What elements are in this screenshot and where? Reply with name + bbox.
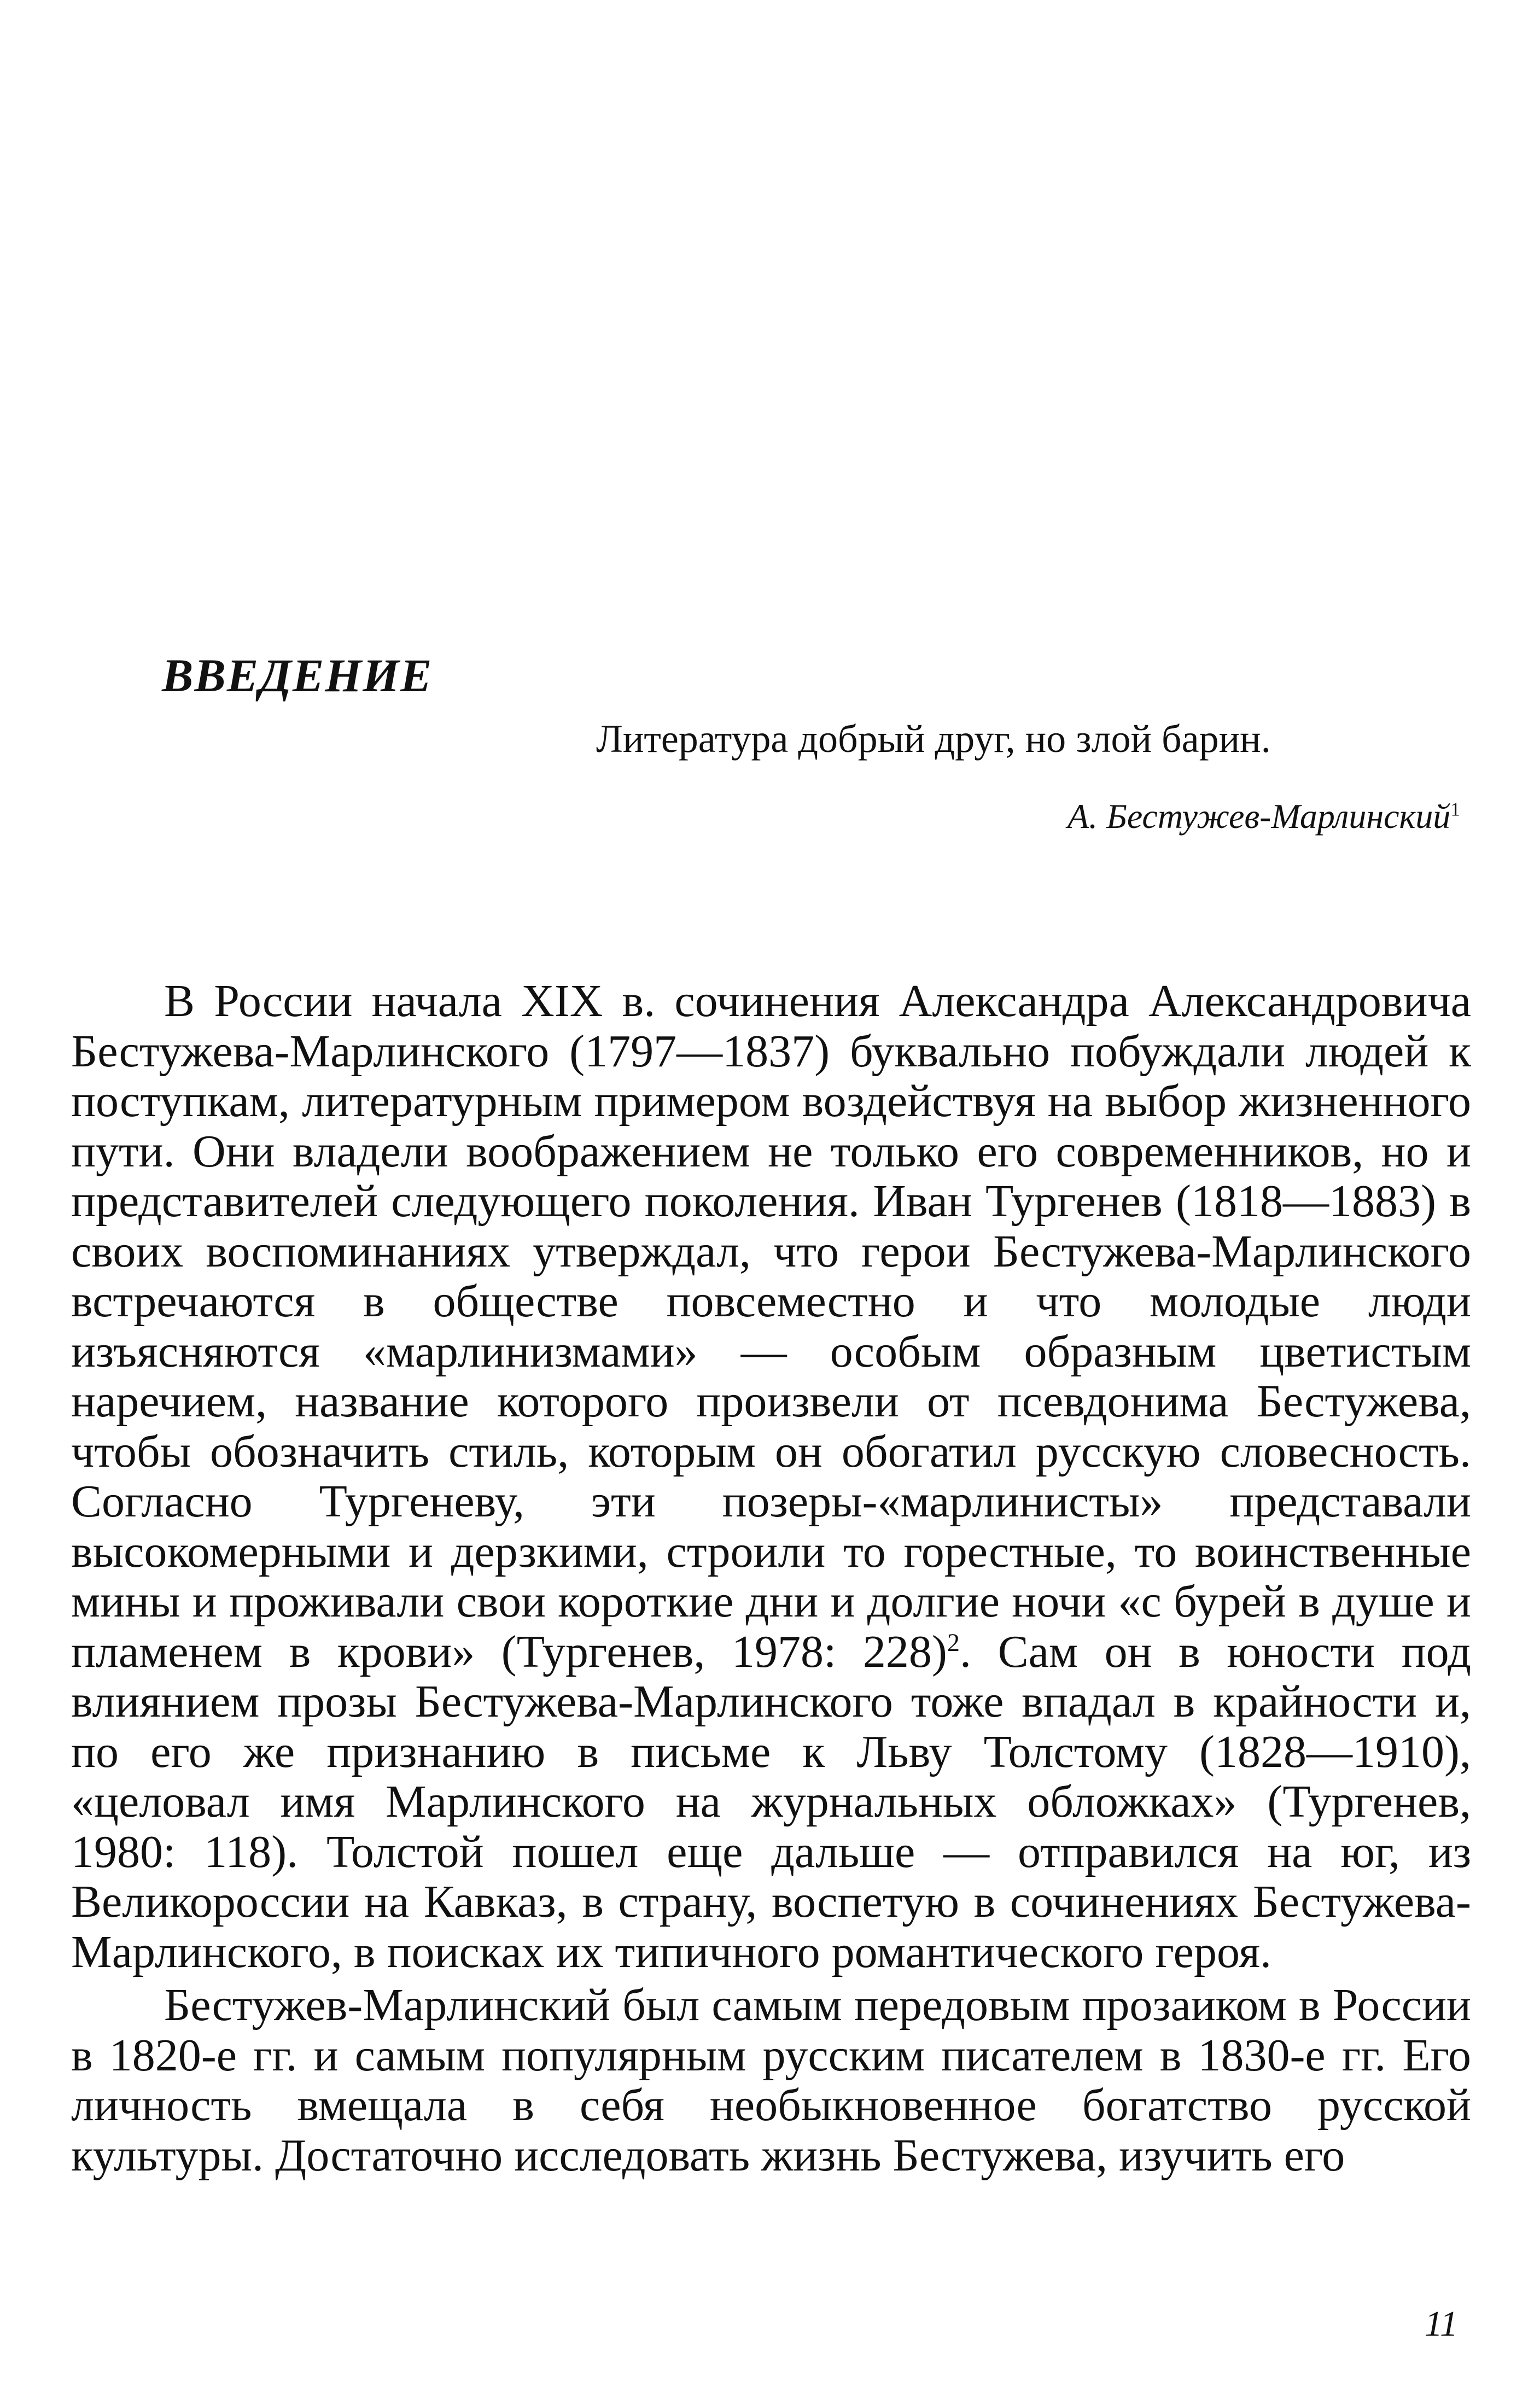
epigraph-footnote-ref: 1 [1450, 798, 1460, 820]
body-text [71, 976, 1471, 2180]
epigraph [596, 715, 1460, 836]
chapter-title: ВВЕДЕНИЕ [162, 649, 433, 702]
paragraph-2: Бестужев-Марлинский был самым передовым прозаиком в России в 1820-е гг. и самым популярным русским писателем в 1830-е гг. Его личность вмещала в себя необыкновенное богатство русской культуры. Достаточно исследовать жизнь Бестужева, изучить его [71, 1980, 1471, 2181]
paragraph-1-text-a: В России начала XIX в. сочинения Александра Александровича Бестужева-Марлинского (1797—1837) буквально побуждали людей к поступкам, литературным примером воздействуя на выбор жизненного пути. Они владели воображением не только его современников, но и представителей следующего поколения. Иван Тургенев (1818—1883) в своих воспоминаниях утверждал, что герои Бестужева-Марлинского встречаются в обществе повсеместно и что молодые люди изъясняются «марлинизмами» — особым образным цветистым наречием, название которого произвели от псевдонима Бестужева, чтобы обозначить стиль, которым он обогатил русскую словесность. Согласно Тургеневу, эти позеры-«марлинисты» представали высокомерными и дерзкими, строили то горестные, то воинственные мины и проживали свои короткие дни и долгие ночи «с бурей в душе и пламенем в крови» (Тургенев, 1978: 228) [71, 976, 1471, 1677]
page-number: 11 [1424, 2304, 1458, 2344]
epigraph-author: А. Бестужев-Марлинский [1068, 797, 1451, 836]
paragraph-1 [71, 976, 1471, 1977]
paragraph-1-text-b: . Сам он в юности под влиянием прозы Бестужева-Марлинского тоже впадал в крайности и, по его же признанию в письме к Льву Толстому (1828—1910), «целовал имя Марлинского на журнальных обложках» (Тургенев, 1980: 118). Толстой пошел еще дальше — отправился на юг, из Великороссии на Кавказ, в страну, воспетую в сочинениях Бестужева-Марлинского, в поисках их типичного романтического героя. [71, 1626, 1471, 1977]
footnote-ref-2: 2 [947, 1628, 960, 1656]
epigraph-quote: Литература добрый друг, но злой барин. [596, 717, 1271, 761]
epigraph-attribution [1068, 796, 1460, 837]
